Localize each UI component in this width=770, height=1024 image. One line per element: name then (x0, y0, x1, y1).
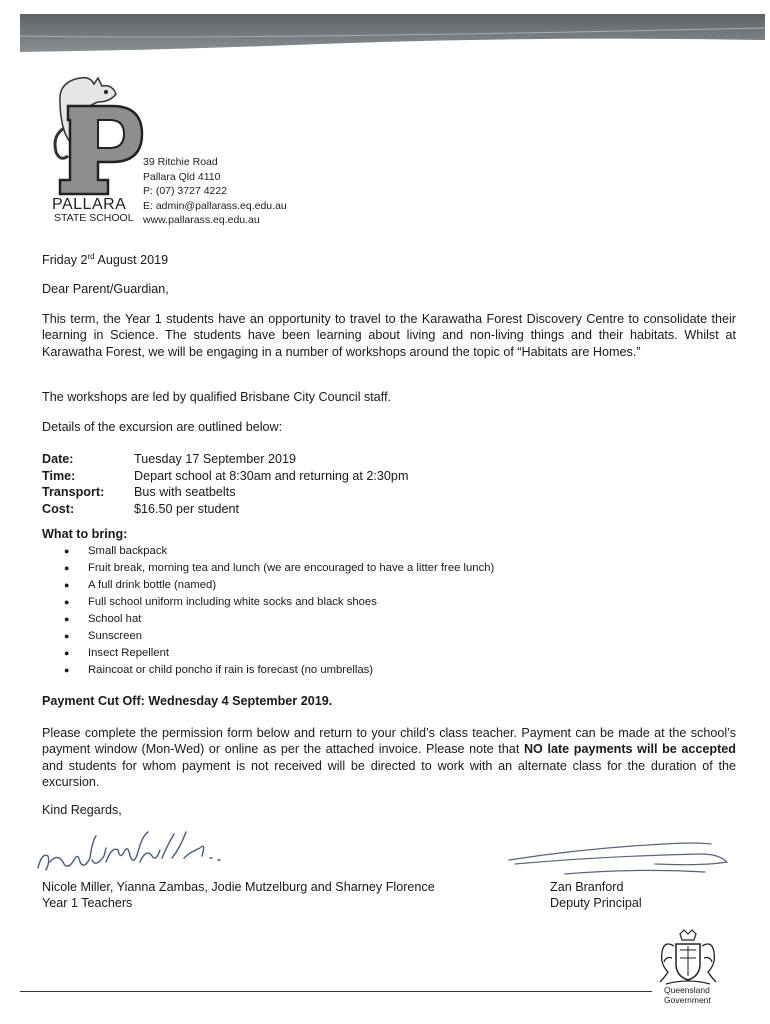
list-item (64, 628, 494, 645)
closing: Kind Regards, (42, 803, 122, 817)
principal-name: Zan Branford (550, 880, 624, 894)
school-address (143, 155, 287, 228)
bullet-icon: ● (64, 563, 70, 573)
detail-value: Tuesday 17 September 2019 (134, 452, 296, 466)
detail-label: Transport: (42, 485, 105, 499)
list-item-text: Full school uniform including white socks and black shoes (88, 596, 377, 608)
bullet-icon: ● (64, 614, 70, 624)
list-item (64, 645, 494, 662)
list-item-text: School hat (88, 613, 142, 625)
date-suffix: rd (87, 252, 95, 261)
workshop-paragraph: The workshops are led by qualified Brisbane City Council staff. (42, 390, 392, 404)
bullet-icon: ● (64, 631, 70, 641)
teachers-role: Year 1 Teachers (42, 896, 133, 910)
list-item-text: Small backpack (88, 545, 168, 557)
list-item (64, 662, 494, 679)
address-suburb: Pallara Qld 4110 (143, 170, 221, 183)
bullet-icon: ● (64, 546, 70, 556)
header-banner (20, 14, 765, 52)
list-item (64, 611, 494, 628)
school-logo (50, 72, 150, 202)
salutation: Dear Parent/Guardian, (42, 282, 169, 296)
bullet-icon: ● (64, 665, 70, 675)
address-website: www.pallarass.eq.edu.au (143, 214, 260, 227)
detail-value: Bus with seatbelts (134, 485, 236, 499)
bullet-icon: ● (64, 580, 70, 590)
government-label (664, 986, 711, 1005)
list-item-text: Sunscreen (88, 630, 143, 642)
list-item (64, 577, 494, 594)
payment-text: Please complete the permission form below and return to your child’s class teacher. Payment can be made at the school’s payment window (Mon-Wed) or online as per the attached invoice. Please note that (42, 726, 736, 757)
school-name: PALLARA (52, 196, 127, 213)
list-item (64, 560, 494, 577)
address-email: E: admin@pallarass.eq.edu.au (143, 199, 287, 212)
detail-row-time (42, 468, 408, 485)
list-item-text: A full drink bottle (named) (88, 579, 217, 591)
detail-label: Cost: (42, 501, 75, 516)
teachers-names: Nicole Miller, Yianna Zambas, Jodie Mutzelburg and Sharney Florence (42, 880, 435, 894)
principal-role: Deputy Principal (550, 896, 642, 910)
list-item (64, 543, 494, 560)
address-phone: P: (07) 3727 4222 (143, 185, 228, 198)
date-day: Friday 2 (42, 253, 88, 268)
detail-value: Depart school at 8:30am and returning at 2:30pm (134, 468, 409, 483)
bullet-icon: ● (64, 648, 70, 658)
list-item-text: Insect Repellent (88, 647, 170, 659)
payment-paragraph (42, 725, 736, 790)
details-intro: Details of the excursion are outlined below: (42, 420, 283, 434)
detail-row-transport (42, 484, 408, 501)
bring-list (64, 543, 494, 679)
list-item (64, 594, 494, 611)
address-street: 39 Ritchie Road (143, 156, 218, 168)
detail-label: Time: (42, 468, 76, 483)
list-item-text: Raincoat or child poncho if rain is forecast (no umbrellas) (88, 664, 374, 676)
payment-warning: NO late payments will be accepted (523, 742, 736, 757)
principal-signature (505, 834, 735, 880)
excursion-details (42, 451, 408, 517)
govt-line2: Government (664, 994, 711, 1005)
payment-text-end: and students for whom payment is not received will be directed to work with an alternate class for the duration of the excursion. (42, 758, 736, 789)
letter-date (42, 249, 168, 268)
date-month-year: August 2019 (94, 253, 169, 268)
detail-label: Date: (42, 452, 74, 466)
bring-title: What to bring: (42, 527, 128, 541)
intro-paragraph: This term, the Year 1 students have an opportunity to travel to the Karawatha Forest Discovery Centre to consolidate their learning in Science. The students have been learning about living and non-living things and their habitats. Whilst at Karawatha Forest, we will be engaging in a number of workshops around the topic of “Habitats are Homes.” (42, 312, 736, 359)
teacher-signature (34, 822, 234, 878)
detail-value: $16.50 per student (134, 501, 240, 516)
bullet-icon: ● (64, 597, 70, 607)
footer-divider (20, 991, 652, 992)
detail-row-date (42, 451, 408, 468)
list-item-text: Fruit break, morning tea and lunch (we are encouraged to have a litter free lunch) (88, 562, 495, 574)
payment-cutoff: Payment Cut Off: Wednesday 4 September 2019. (42, 694, 333, 708)
school-subtitle: STATE SCHOOL (54, 212, 134, 224)
govt-line1: Queensland (664, 985, 710, 995)
detail-row-cost (42, 501, 408, 518)
